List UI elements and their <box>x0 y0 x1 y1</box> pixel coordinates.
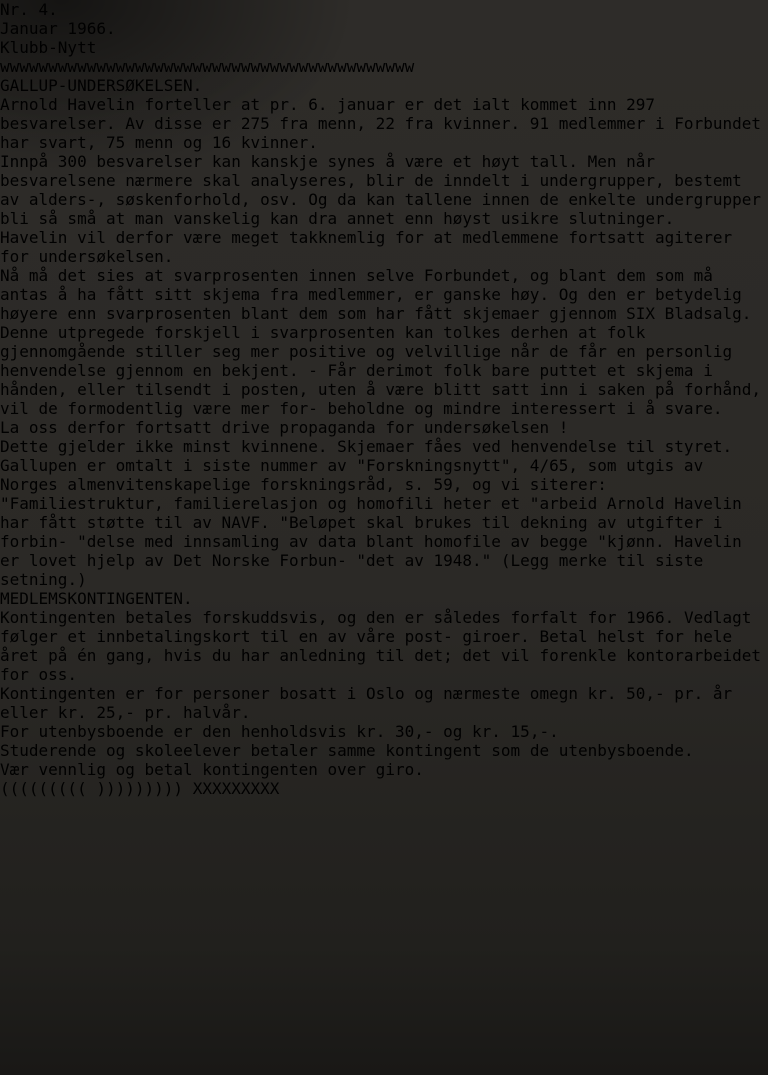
underlined-text: betydelig høyere <box>0 285 742 323</box>
text-run: Dette gjelder ikke minst kvinnene. Skjemaer fåes ved henvendelse til styret. <box>0 437 733 456</box>
underlined-text: forskuddsvis <box>202 608 318 627</box>
underlined-text: Legg merke til siste setning <box>0 551 704 589</box>
text-run: eller <box>0 703 58 722</box>
blockquote-forskningsnytt <box>0 494 768 589</box>
underlined-text: Vær vennlig og betal kontingenten over giro. <box>0 760 424 779</box>
underlined-text: kr. 15,- <box>472 722 550 741</box>
underlined-text: utenbysboende <box>38 722 164 741</box>
masthead-script-title: Klubb-Nytt <box>0 38 97 57</box>
issue-number: Nr. 4. <box>0 0 58 19</box>
text-run: og <box>433 722 473 741</box>
paragraph <box>0 684 768 722</box>
text-run: . <box>240 703 251 722</box>
paragraph-underlined-statement <box>0 418 768 437</box>
text-run: Kontingenten er for <box>0 684 193 703</box>
underlined-text: kr. 25,- pr. halvår <box>57 703 241 722</box>
masthead-underline: wwwwwwwwwwwwwwwwwwwwwwwwwwwwwwwwwwwwwwwwwww <box>0 57 415 76</box>
footer-overstrike-mark <box>0 779 768 798</box>
text-run: Gallupen er omtalt i siste nummer av "Forskningsnytt", 4/65, som utgis av Norges almenvitenskapelige forskningsråd, s. 59, og vi siterer: <box>0 456 704 494</box>
text-run: . <box>549 722 559 741</box>
text-run: enn svarprosenten blant dem som har fått skjemaer gjennom SIX Bladsalg. <box>57 304 752 323</box>
issue-date: Januar 1966. <box>0 19 116 38</box>
text-run: er den henholdsvis <box>163 722 357 741</box>
underlined-text: Arnold Havelin <box>0 95 135 114</box>
underlined-text: personlig <box>645 342 733 361</box>
text-run: henvendelse gjennom en bekjent. - Får derimot folk bare puttet et skjema i hånden, eller tilsendt i posten, uten å være blitt satt inn i saken på forhånd, vil de formodentlig være mer for- beholdne og mindre interessert i å svare. <box>0 361 761 418</box>
paragraph-underlined-statement <box>0 228 768 266</box>
underlined-text: Havelin vil derfor være meget takknemlig for at medlemmene fortsatt agiterer for undersøkelsen. <box>0 228 733 266</box>
paragraph <box>0 437 768 456</box>
underlined-text: skoleelever <box>134 741 241 760</box>
overstrike-cross: XXXXXXXXX <box>192 779 280 798</box>
text-run: og <box>96 741 135 760</box>
overstrike-open-parens: ((((((((( <box>0 779 87 798</box>
text-run: For <box>0 722 39 741</box>
text-run: Denne utpregede forskjell i svarprosenten kan tolkes derhen at folk gjennomgående stiller seg mer positive og velvillige når de får en <box>0 323 646 361</box>
section-heading-gallup: GALLUP-UNDERSØKELSEN. <box>0 76 203 95</box>
overstrike-close-parens: ))))))))) <box>96 779 184 798</box>
text-run: .) <box>67 570 87 589</box>
paragraph <box>0 456 768 494</box>
paragraph <box>0 266 768 323</box>
text-run: Kontingenten betales <box>0 608 203 627</box>
paragraph <box>0 152 768 228</box>
underlined-text: La oss derfor fortsatt drive propaganda for undersøkelsen ! <box>0 418 569 437</box>
underlined-text: ganske høy <box>443 285 540 304</box>
paragraph <box>0 323 768 418</box>
underlined-text: kr. 30,- <box>356 722 434 741</box>
underlined-text: Studerende <box>0 741 97 760</box>
paragraph <box>0 95 768 152</box>
text-run: forteller at pr. 6. januar er det ialt kommet inn 297 besvarelser. Av disse er 275 fra menn, 22 fra kvinner. 91 medlemmer i Forbundet har svart, 75 menn og 16 kvinner. <box>0 95 761 152</box>
paragraph <box>0 722 768 741</box>
paragraph-underlined-statement <box>0 760 768 779</box>
text-run: og nærmeste omegn <box>404 684 588 703</box>
text-run: Nå må det sies at svarprosenten innen selve Forbundet, og blant dem som må antas å ha fått sitt skjema fra medlemmer, er <box>0 266 713 304</box>
text-run: . Og den er <box>539 285 656 304</box>
text-run: "Familiestruktur, familierelasjon og homofili heter et "arbeid Arnold Havelin har fått støtte til av NAVF. "Beløpet skal brukes til dekning av utgifter i forbin- "delse med innsamling av data blant homofile av begge "kjønn. Havelin er lovet hjelp av Det Norske Forbun- "det av 1948." ( <box>0 494 742 570</box>
underlined-text: personer bosatt i Oslo <box>192 684 405 703</box>
text-run: , og den er således forfalt for 1966. Vedlagt følger et innbetalingskort til en av våre post- giroer. Betal helst for hele året på én gang, hvis du har anledning til det; det vil forenkle kontorarbeidet for oss. <box>0 608 761 684</box>
page-bottom-edge <box>20 1044 754 1057</box>
section-heading-kontingent: MEDLEMSKONTINGENTEN. <box>0 589 193 608</box>
paragraph <box>0 608 768 684</box>
underlined-text: kr. 50,- pr. år <box>587 684 733 703</box>
paragraph <box>0 741 768 760</box>
text-run: Innpå 300 besvarelser kan kanskje synes å være et høyt tall. Men når besvarelsene nærmere skal analyseres, blir de inndelt i undergrupper, bestemt av alders-, søskenforhold, osv. Og da kan tallene innen de enkelte undergrupper bli så små at man vanskelig kan dra annet enn høyst usikre slutninger. <box>0 152 761 228</box>
text-run: betaler samme kontingent som de utenbysboende. <box>240 741 694 760</box>
